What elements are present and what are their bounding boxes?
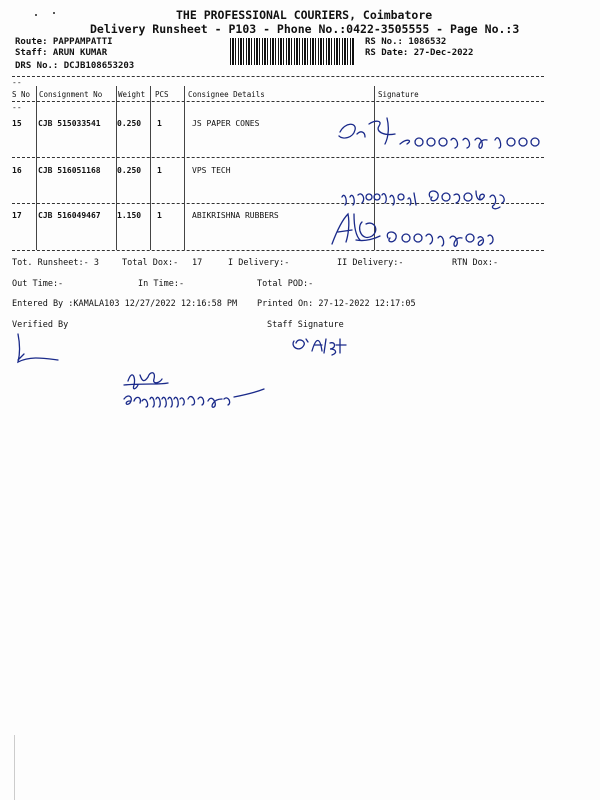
rs-date: RS Date: 27-Dec-2022	[365, 48, 474, 58]
row-weight: 0.250	[117, 119, 142, 128]
row-weight: 0.250	[117, 166, 142, 175]
verified-by-label: Verified By	[12, 320, 69, 330]
signature-row-17	[330, 208, 505, 253]
signature-row-15	[335, 110, 550, 155]
col-header-consignee: Consignee Details	[188, 90, 265, 99]
rule-header	[12, 101, 544, 102]
row-consignment: CJB 515033541	[38, 119, 101, 128]
row-sno: 15	[12, 119, 22, 128]
ii-delivery: II Delivery:-	[337, 258, 404, 268]
verified-by-signature	[14, 330, 74, 370]
total-dox-value: 17	[192, 258, 203, 268]
rule-mark: --	[12, 78, 22, 87]
row-consignee: JS PAPER CONES	[192, 119, 260, 128]
total-dox-label: Total Dox:-	[122, 258, 179, 268]
row-sno: 17	[12, 211, 22, 220]
col-header-consignment: Consignment No	[39, 90, 103, 99]
staff-signature-label: Staff Signature	[267, 320, 344, 330]
runsheet-subtitle: Delivery Runsheet - P103 - Phone No.:0422-3505555 - Page No.:3	[90, 22, 520, 36]
signature-row-16	[340, 185, 515, 210]
tot-runsheet: Tot. Runsheet:- 3	[12, 258, 99, 268]
row-pcs: 1	[157, 211, 162, 220]
scan-speck	[35, 14, 37, 16]
in-time: In Time:-	[138, 279, 185, 289]
col-header-pcs: PCS	[155, 90, 169, 99]
column-divider	[150, 86, 151, 250]
staff-label: Staff: ARUN KUMAR	[15, 48, 108, 58]
row-consignee: VPS TECH	[192, 166, 231, 175]
column-divider	[36, 86, 37, 250]
col-header-sno: S No	[12, 90, 31, 99]
scan-edge	[14, 735, 15, 800]
i-delivery: I Delivery:-	[228, 258, 290, 268]
rule-mark: --	[12, 103, 22, 112]
row-consignment: CJB 516051168	[38, 166, 101, 175]
company-title: THE PROFESSIONAL COURIERS, Coimbatore	[176, 8, 433, 22]
rule-row	[12, 157, 544, 158]
staff-signature-mark	[290, 333, 370, 358]
entered-by: Entered By :KAMALA103 12/27/2022 12:16:58 PM	[12, 299, 238, 309]
route-label: Route: PAPPAMPATTI	[15, 37, 113, 47]
rs-number: RS No.: 1086532	[365, 37, 447, 47]
row-consignment: CJB 516049467	[38, 211, 101, 220]
row-consignee: ABIKRISHNA RUBBERS	[192, 211, 279, 220]
col-header-weight: Weight	[118, 90, 146, 99]
row-sno: 16	[12, 166, 22, 175]
rtn-dox: RTN Dox:-	[452, 258, 499, 268]
total-pod: Total POD:-	[257, 279, 314, 289]
row-weight: 1.150	[117, 211, 142, 220]
row-pcs: 1	[157, 166, 162, 175]
scan-speck	[53, 12, 55, 14]
column-divider	[184, 86, 185, 250]
receiver-signature	[118, 365, 273, 413]
barcode	[230, 38, 355, 65]
drs-number: DRS No.: DCJB108653203	[15, 61, 135, 71]
row-pcs: 1	[157, 119, 162, 128]
col-header-signature: Signature	[378, 90, 419, 99]
rule-top	[12, 76, 544, 77]
printed-on: Printed On: 27-12-2022 12:17:05	[257, 299, 416, 309]
out-time: Out Time:-	[12, 279, 64, 289]
